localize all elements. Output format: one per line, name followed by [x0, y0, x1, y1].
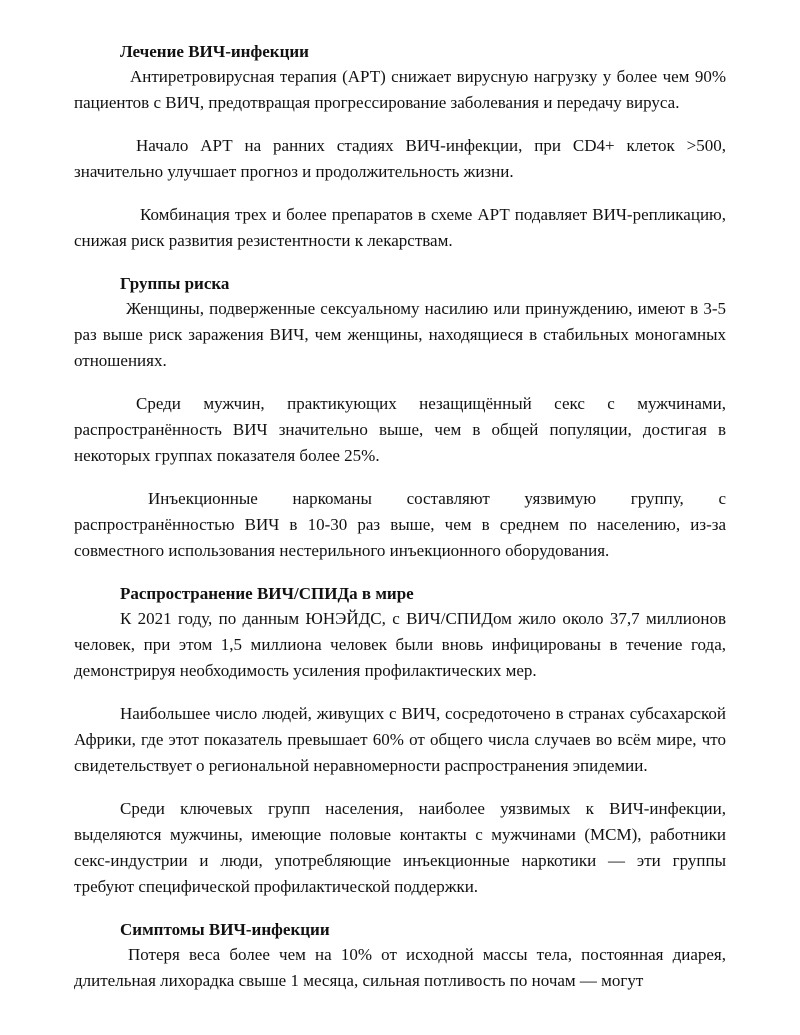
paragraph: Комбинация трех и более препаратов в схеме АРТ подавляет ВИЧ-репликацию, снижая риск развития резистентности к лекарствам. — [74, 205, 726, 250]
paragraph: Женщины, подверженные сексуальному насилию или принуждению, имеют в 3-5 раз выше риск заражения ВИЧ, чем женщины, находящиеся в стабильных моногамных отношениях. — [74, 299, 726, 370]
section-hiv-symptoms — [74, 918, 726, 994]
paragraph: К 2021 году, по данным ЮНЭЙДС, с ВИЧ/СПИДом жило около 37,7 миллионов человек, при этом 1,5 миллиона человек были вновь инфицированы в течение года, демонстрируя необходимость усиления профилактических мер. — [74, 609, 726, 680]
section-heading: Лечение ВИЧ-инфекции — [120, 42, 309, 61]
section-heading: Симптомы ВИЧ-инфекции — [120, 920, 330, 939]
paragraph: Среди мужчин, практикующих незащищённый секс с мужчинами, распространённость ВИЧ значительно выше, чем в общей популяции, достигая в некоторых группах показателя более 25%. — [74, 394, 726, 465]
paragraph: Наибольшее число людей, живущих с ВИЧ, сосредоточено в странах субсахарской Африки, где этот показатель превышает 60% от общего числа случаев во всём мире, что свидетельствует о региональной неравномерности распространения эпидемии. — [74, 704, 726, 775]
paragraph: Начало АРТ на ранних стадиях ВИЧ-инфекции, при CD4+ клеток >500, значительно улучшает прогноз и продолжительность жизни. — [74, 136, 726, 181]
paragraph: Инъекционные наркоманы составляют уязвимую группу, с распространённостью ВИЧ в 10-30 раз выше, чем в среднем по населению, из-за совместного использования нестерильного инъекционного оборудования. — [74, 489, 726, 560]
document-page — [74, 40, 726, 1012]
paragraph: Среди ключевых групп населения, наиболее уязвимых к ВИЧ-инфекции, выделяются мужчины, имеющие половые контакты с мужчинами (МСМ), работники секс-индустрии и люди, употребляющие инъекционные наркотики — эти группы требуют специфической профилактической поддержки. — [74, 799, 726, 896]
paragraph: Антиретровирусная терапия (АРТ) снижает вирусную нагрузку у более чем 90% пациентов с ВИЧ, предотвращая прогрессирование заболевания и передачу вируса. — [74, 67, 726, 112]
paragraph: Потеря веса более чем на 10% от исходной массы тела, постоянная диарея, длительная лихорадка свыше 1 месяца, сильная потливость по ночам — могут — [74, 945, 726, 990]
section-risk-groups — [74, 272, 726, 564]
section-hiv-treatment — [74, 40, 726, 254]
section-heading: Группы риска — [120, 274, 230, 293]
section-hiv-world-spread — [74, 582, 726, 900]
section-heading: Распространение ВИЧ/СПИДа в мире — [120, 584, 414, 603]
